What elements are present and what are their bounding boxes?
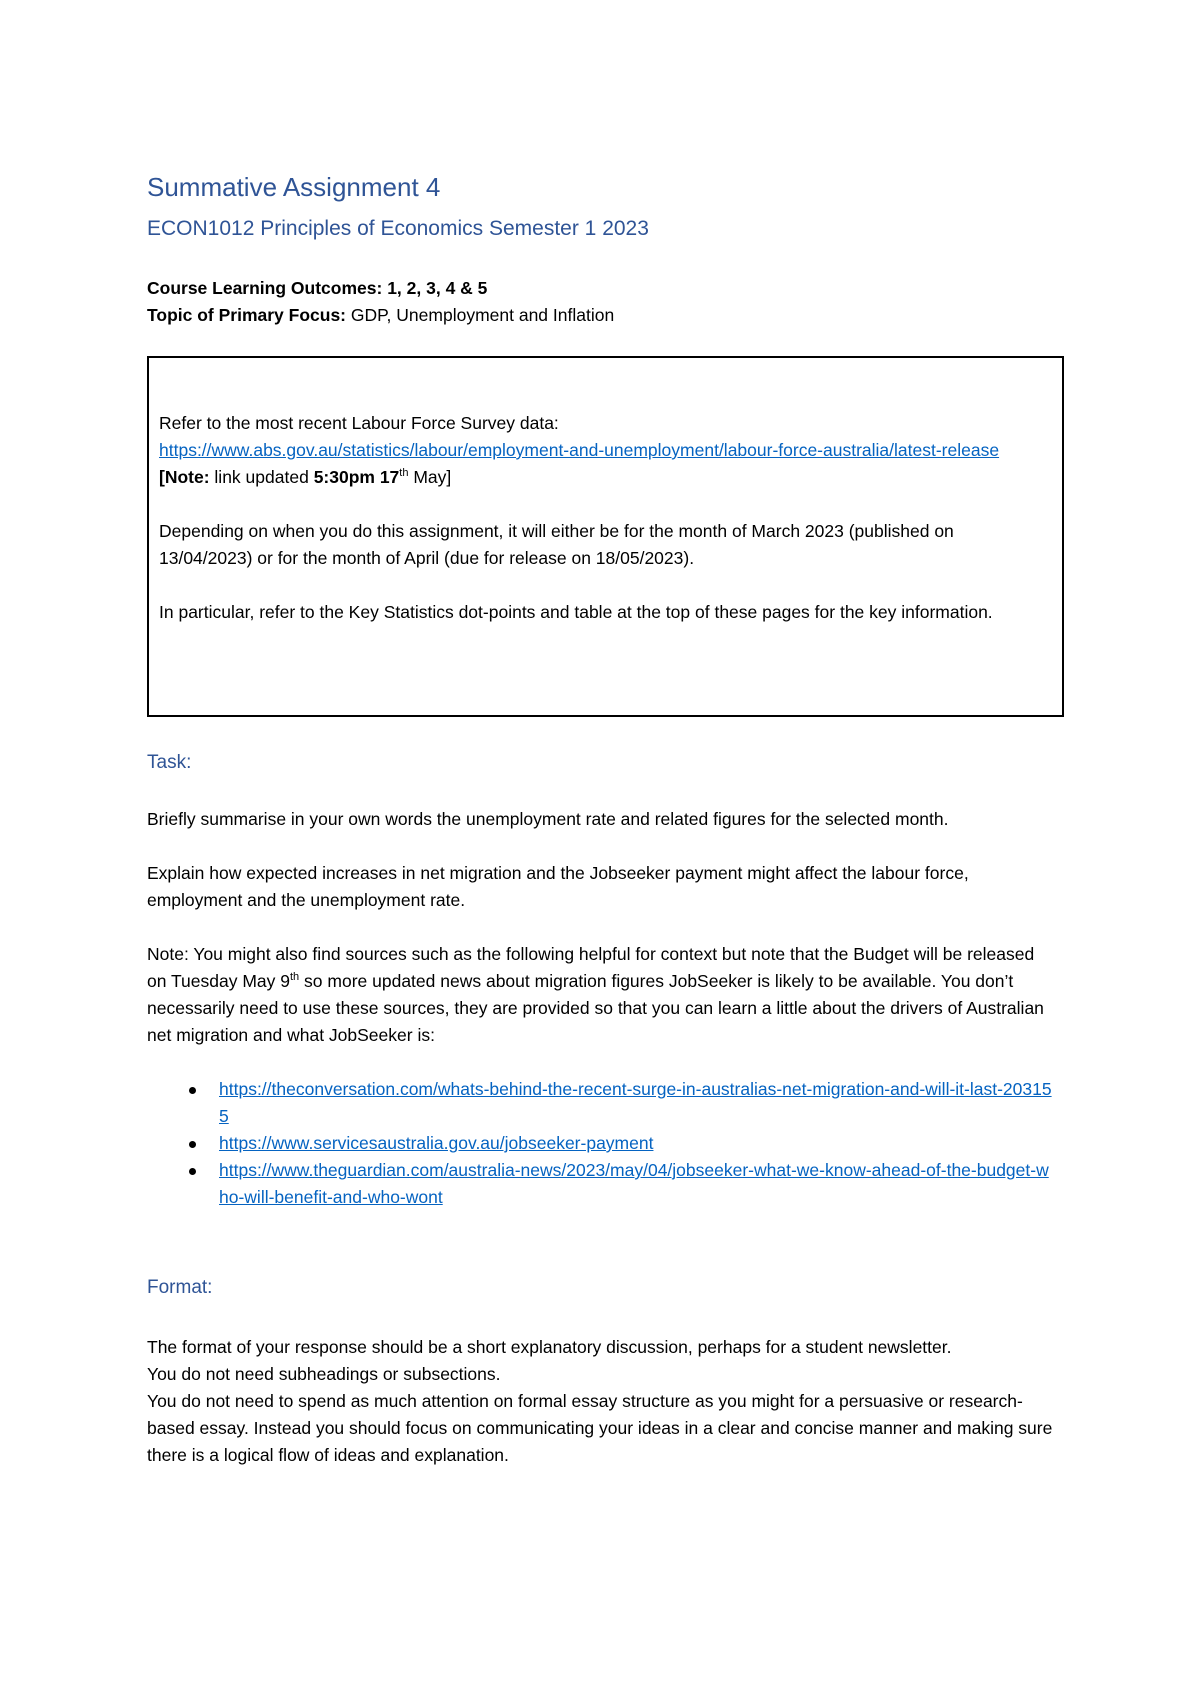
topic-value: GDP, Unemployment and Inflation bbox=[350, 305, 615, 325]
abs-labour-force-link[interactable]: https://www.abs.gov.au/statistics/labour/employment-and-unemployment/labour-force-australia/latest-release bbox=[159, 440, 1000, 460]
guardian-link[interactable]: https://www.theguardian.com/australia-news/2023/may/04/jobseeker-what-we-know-ahead-of-the-budget-who-will-benefit-and-who-wont bbox=[219, 1160, 1049, 1207]
task-paragraph-3 bbox=[147, 941, 1057, 1049]
learning-outcomes bbox=[147, 278, 487, 299]
outcomes-label: Course Learning Outcomes: bbox=[147, 278, 383, 298]
note-end: May] bbox=[413, 467, 452, 487]
box-link-line bbox=[159, 437, 1039, 491]
note-sup: th bbox=[399, 467, 409, 480]
task-heading: Task: bbox=[147, 752, 192, 773]
task-note-sup: th bbox=[290, 971, 300, 984]
format-line-1: The format of your response should be a short explanatory discussion, perhaps for a student newsletter. bbox=[147, 1337, 952, 1357]
box-intro: Refer to the most recent Labour Force Survey data: bbox=[159, 413, 559, 433]
format-line-3: You do not need to spend as much attention on formal essay structure as you might for a persuasive or research-based essay. Instead you should focus on communicating your ideas in a clear and concise manner and making sure there is a logical flow of ideas and explanation. bbox=[147, 1391, 1053, 1465]
source-links-list bbox=[147, 1076, 1057, 1211]
note-time: 5:30pm 17 bbox=[313, 467, 400, 487]
format-heading: Format: bbox=[147, 1277, 213, 1298]
servicesaustralia-link[interactable]: https://www.servicesaustralia.gov.au/jobseeker-payment bbox=[219, 1133, 654, 1153]
outcomes-value: 1, 2, 3, 4 & 5 bbox=[387, 278, 488, 298]
page-title: Summative Assignment 4 bbox=[147, 172, 441, 202]
list-item bbox=[219, 1157, 1057, 1211]
format-line-2: You do not need subheadings or subsections. bbox=[147, 1364, 501, 1384]
task-note-b: so more updated news about migration figures JobSeeker is likely to be available. You don’t necessarily need to use these sources, they are provided so that you can learn a little about the drivers of Australian net migration and what JobSeeker is: bbox=[147, 971, 1044, 1045]
instruction-box bbox=[147, 356, 1064, 717]
topic-label: Topic of Primary Focus: bbox=[147, 305, 347, 325]
box-paragraph-3: In particular, refer to the Key Statistics dot-points and table at the top of these pages for the key information. bbox=[159, 602, 993, 622]
list-item bbox=[219, 1076, 1057, 1130]
note-label: [Note: bbox=[159, 467, 210, 487]
note-text: link updated bbox=[214, 467, 309, 487]
task-note-a: Note: You might also find sources such as the following helpful for context but note that the Budget will be released on Tuesday May 9 bbox=[147, 944, 1035, 991]
conversation-link[interactable]: https://theconversation.com/whats-behind-the-recent-surge-in-australias-net-migration-and-will-it-last-203155 bbox=[219, 1079, 1052, 1126]
task-paragraph-2: Explain how expected increases in net migration and the Jobseeker payment might affect the labour force, employment and the unemployment rate. bbox=[147, 863, 969, 910]
page-subtitle: ECON1012 Principles of Economics Semester 1 2023 bbox=[147, 217, 649, 240]
task-body bbox=[147, 806, 1057, 1211]
box-paragraph-2: Depending on when you do this assignment, it will either be for the month of March 2023 (published on 13/04/2023) or for the month of April (due for release on 18/05/2023). bbox=[159, 521, 954, 568]
task-paragraph-1: Briefly summarise in your own words the unemployment rate and related figures for the selected month. bbox=[147, 809, 949, 829]
list-item bbox=[219, 1130, 1057, 1157]
primary-focus bbox=[147, 305, 614, 326]
format-body bbox=[147, 1334, 1057, 1469]
